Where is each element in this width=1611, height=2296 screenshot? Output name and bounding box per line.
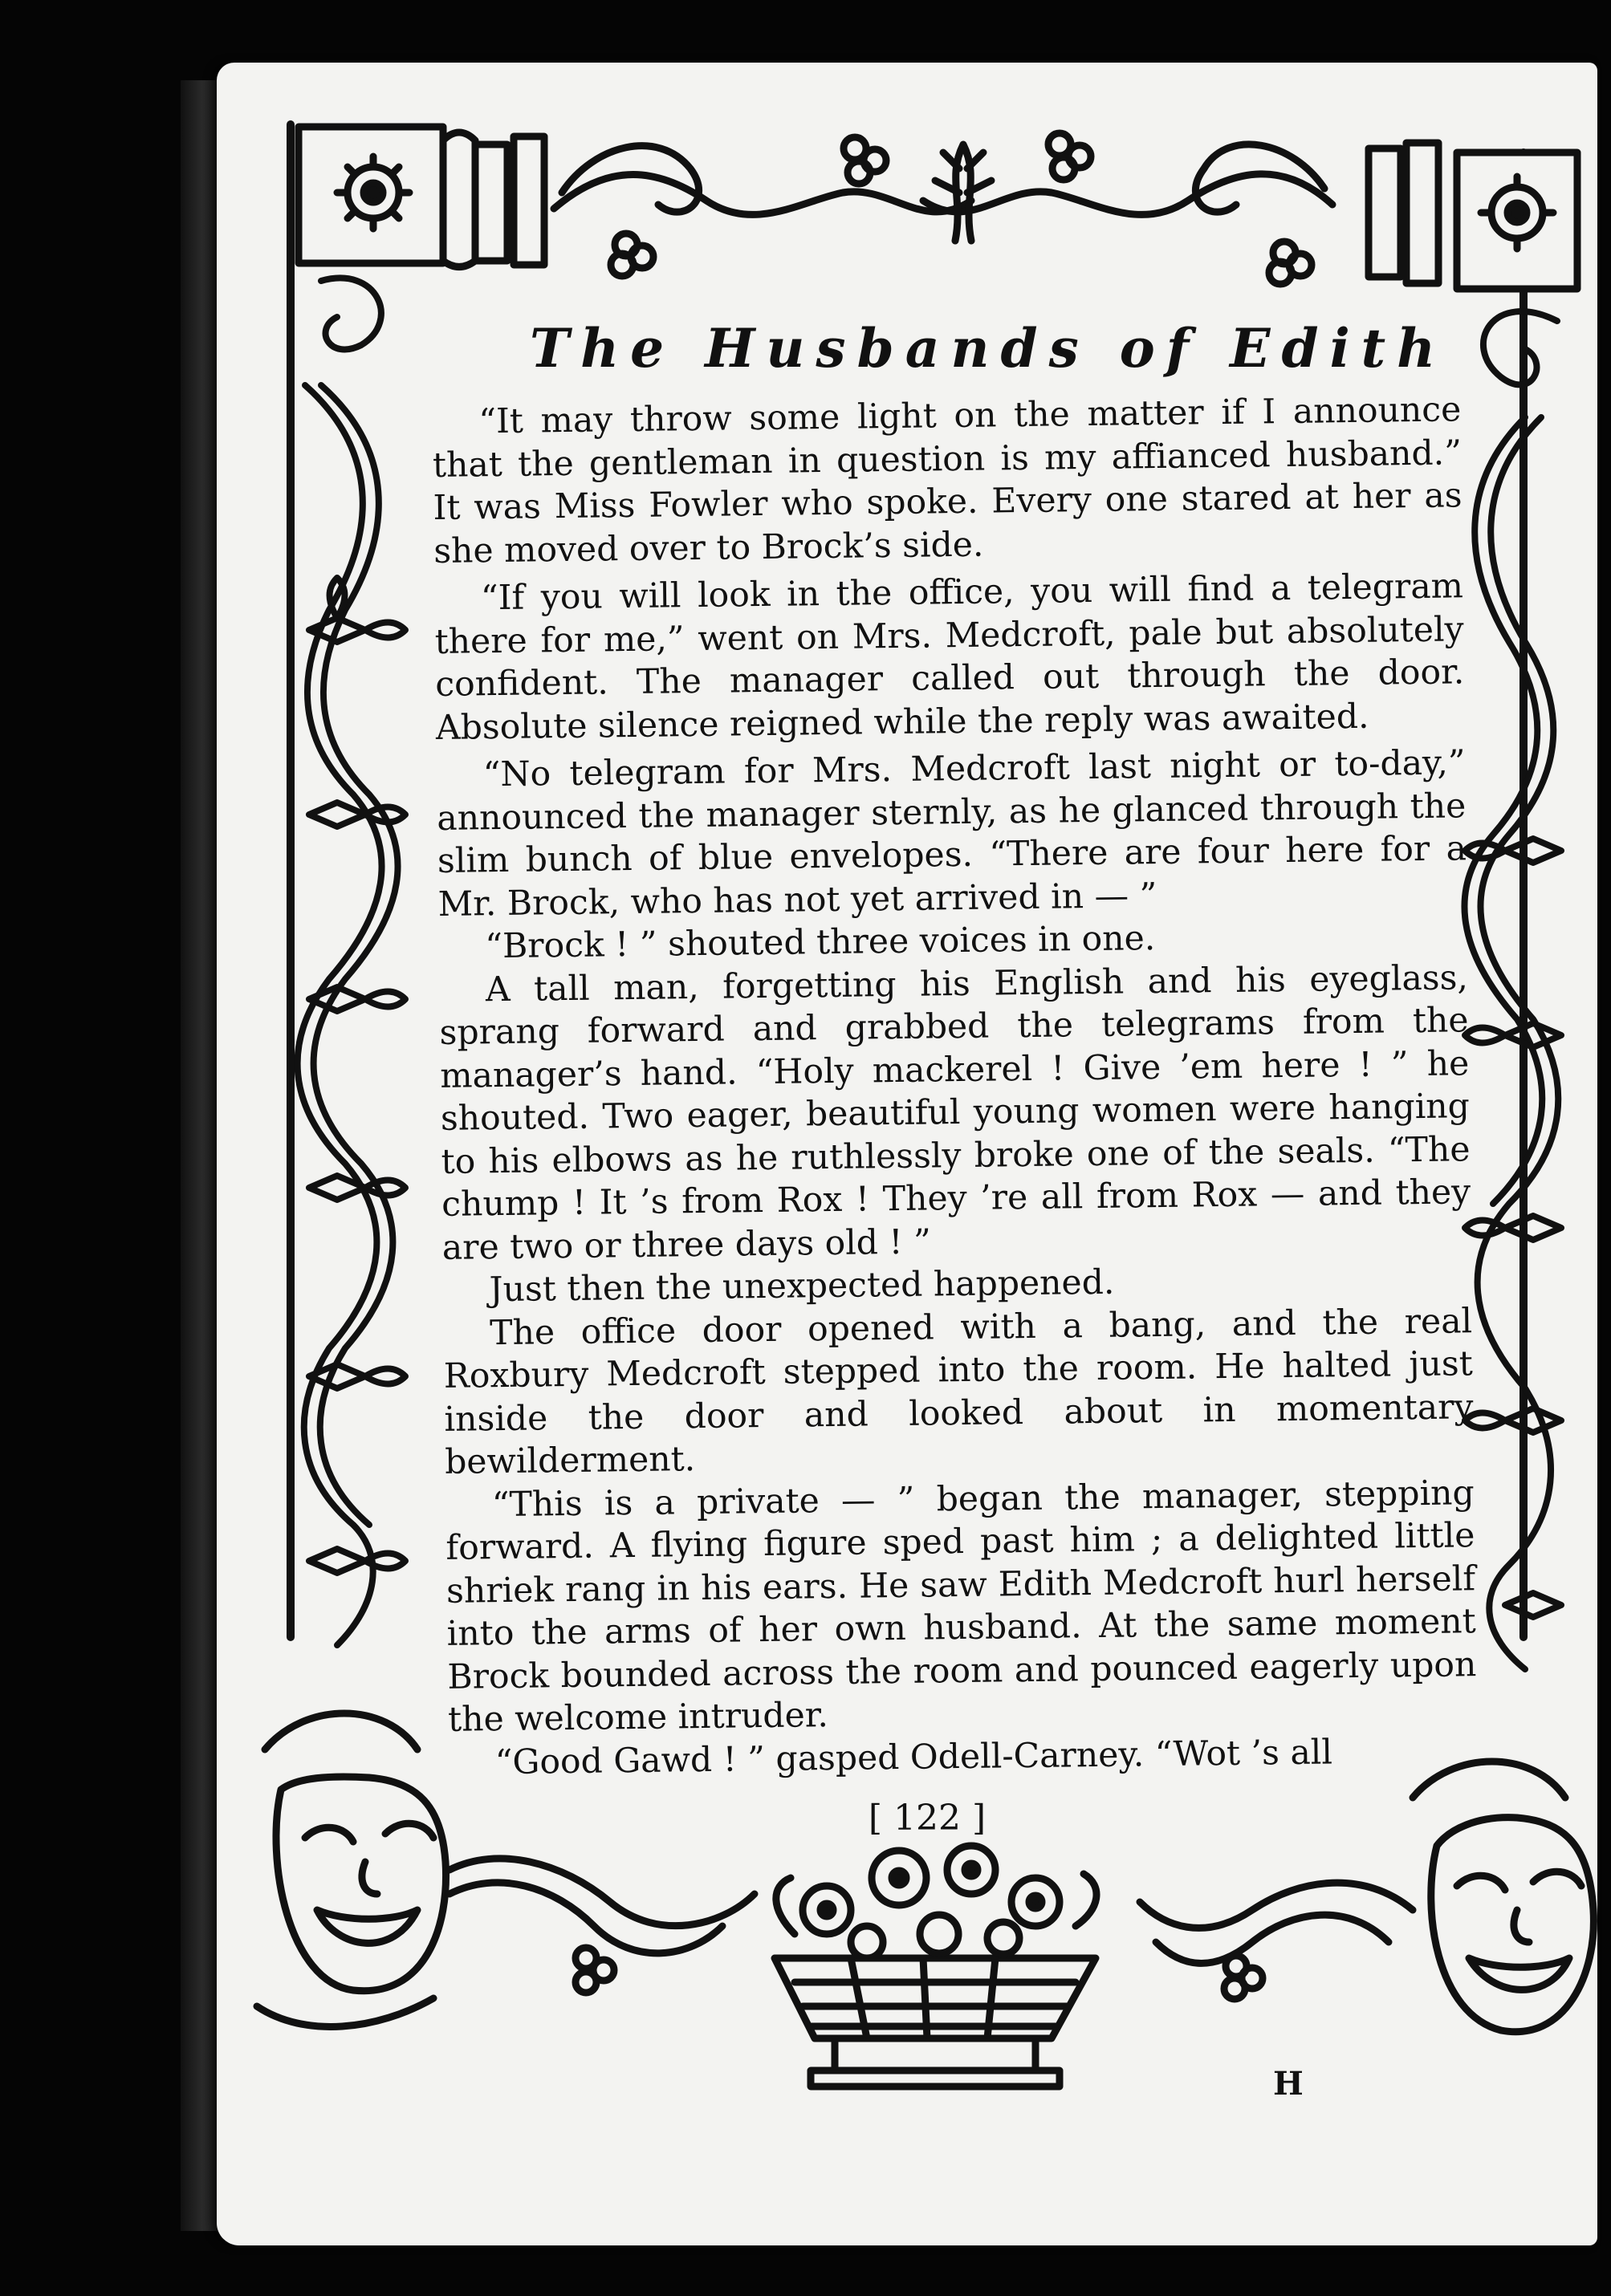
flower-basket-icon	[775, 1846, 1096, 2087]
paragraph: The office door opened with a bang, and the real Roxbury Medcroft stepped into the room. He halted just inside the door and looked about in momentary bewilderment.	[443, 1301, 1474, 1482]
paragraph: “Brock ! ” shouted three voices in one.	[485, 919, 1156, 967]
banner-left-icon	[299, 127, 544, 267]
paragraph: “It may throw some light on the matter if I announce that the gentleman in question is my affianced husband.” It was Miss Fowler who spoke. Every one stared at her as she moved over to Brock’s side.	[432, 390, 1463, 571]
right-vine-border-icon	[1464, 311, 1561, 1669]
left-comedy-mask-icon	[257, 1713, 446, 2026]
page-number: [ 122 ]	[868, 1798, 987, 1839]
paragraph: “This is a private — ” began the manager, stepping forward. A flying figure sped past him ; a delighted little shriek rang in his ears. He saw Edith Medcroft hurl herself into the arms of her own husband. At the same moment Brock bounded across the room and pounced eagerly upon the welcome intruder.	[445, 1473, 1477, 1740]
right-comedy-mask-icon	[1413, 1762, 1593, 2032]
paragraph: Just then the unexpected happened.	[489, 1262, 1115, 1311]
paragraph: “No telegram for Mrs. Medcroft last night or to-day,” announced the manager sternly, as he glanced through the slim bunch of blue envelopes. “There are four here for a Mr. Brock, who has not yet arrived in — ”	[437, 743, 1467, 924]
bottom-scroll-ornament-icon	[450, 1859, 1413, 1999]
paragraph: “Good Gawd ! ” gasped Odell-Carney. “Wot ’s all	[494, 1732, 1333, 1782]
top-scroll-ornament-icon	[554, 133, 1332, 284]
banner-right-icon	[1369, 143, 1577, 289]
illustrator-monogram	[1267, 2058, 1315, 2107]
left-vine-border-icon	[298, 278, 405, 1645]
paragraph: A tall man, forgetting his English and his eyeglass, sprang forward and grabbed the telegrams from the manager’s hand. “Holy mackerel ! Give ’em here ! ” he shouted. Two eager, beautiful young women were hanging to his elbows as he ruthlessly broke one of the seals. “The chump ! It ’s from Rox ! They ’re all from Rox — and they are two or three days old ! ”	[439, 957, 1471, 1268]
body-text	[432, 388, 1478, 1785]
running-title: The Husbands of Edith	[530, 317, 1447, 380]
monogram-letter: H	[1273, 2065, 1304, 2103]
paragraph: “If you will look in the office, you will find a telegram there for me,” went on Mrs. Medcroft, pale but absolutely confident. The manager called out through the door. Absolute silence reigned while the reply was awaited.	[434, 567, 1465, 748]
